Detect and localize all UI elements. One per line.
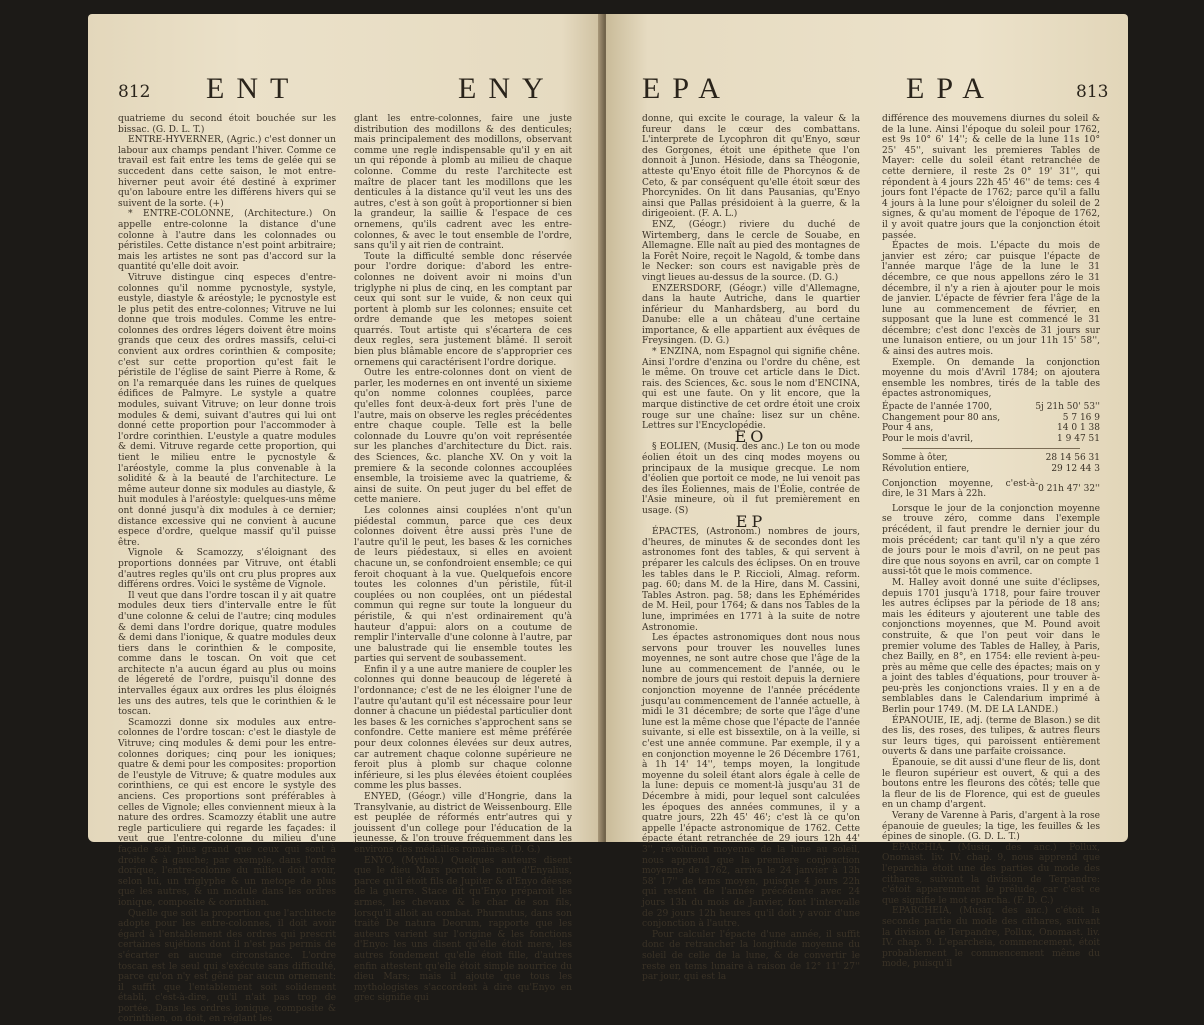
table-label: Pour 4 ans, [882, 423, 934, 434]
table-label: Pour le mois d'avril, [882, 433, 974, 444]
paragraph: Scamozzi donne six modules aux entre-colonnes de l'ordre toscan: c'est le diastyle de Vitruve; cinq modules & demi pour les entre-colonnes doriques; cinq pour les ioniques; quatre & demi pour les composites: proportion de l'eustyle de Vitruve; & quatre modules aux corinthiens, ce qui est encore le systyle des anciens. Ces proportions sont préférables à celles de Vignole; elles conviennent mieux à la nature des ordres. Scamozzy établit une autre regle particuliere qui regarde les façades: il veut que l'entre-colonne du milieu d'une façade soit plus grand que ceux qui sont à droite & à gauche; par exemple, dans l'ordre dorique, l'entre-colonne du milieu doit avoir, selon lui, un triglyphe & un metope de plus que les autres, & un module dans les ordres ionique, composite & corinthien. [118, 717, 336, 908]
paragraph: * ENTRE-COLONNE, (Architecture.) On appelle entre-colonne la distance d'une colonne à l'autre dans les colonnades ou péristiles. Cette distance n'est point arbitraire; mais les artistes ne sont pas d'accord sur la quantité qu'elle doit avoir. [118, 209, 336, 273]
table-row [882, 453, 1100, 464]
paragraph: Toute la difficulté semble donc réservée pour l'ordre dorique: d'abord les entre-colonnes ne doivent avoir ni moins d'un triglyphe ni plus de cinq, en les comptant par ceux qui sont sur le vuide, & non ceux qui portent à plomb sur les colonnes; ensuite cet ordre demande que les metopes soient quarrés. Tout artiste qui s'écartera de ces deux regles, sera justement blâmé. Il seroit bien plus blâmable encore de s'approprier ces ornemens qui caractérisent l'ordre dorique. [354, 251, 572, 368]
paragraph: Les épactes astronomiques dont nous nous servons pour trouver les nouvelles lunes moyennes, ne sont autre chose que l'âge de la lune au commencement de l'année, ou le nombre de jours qui restoit depuis la derniere conjonction moyenne de l'année précédente jusqu'au commencement de l'année actuelle, à midi le 31 décembre; de sorte que l'âge d'une lune est la même chose que l'épacte de l'année suivante, si elle est bissextile, on à la veille, si c'est une année commune. Par exemple, il y a en conjonction moyenne le 26 Décembre 1761, à 1h 14' 14'', temps moyen, la longitude moyenne du soleil étant alors égale à celle de la lune: depuis ce moment-là jusqu'au 31 de Décembre à midi, pour lequel sont calculées les époques des années communes, il y a quatre jours, 22h 45' 46'; c'est là ce qu'on appelle l'épacte astronomique de 1762. Cette épacte étant retranchée de 29 jours 12h 44' 3'', révolution moyenne de la lune au soleil, nous apprend que la premiere conjonction moyenne de 1762, arriva le 24 janvier à 13h 58' 17'' de tems moyen, puisque 4 jours 22h qui restent de l'année précédente avec 24 jours 13h du mois de Janvier, font l'intervalle de 29 jours 12h heures qu'il doit y avoir d'une conjonction à l'autre. [642, 633, 860, 930]
paragraph: * ENZINA, nom Espagnol qui signifie chêne. Ainsi l'ordre d'enzina ou l'ordre du chêne, est le même. On trouve cet article dans le Dict. rais. des Sciences, &c. sous le nom d'ENCINA, qui est une faute. On y lit encore, que la marque distinctive de cet ordre étoit une croix rouge sur une chaîne: lisez sur un chêne. Lettres sur l'Encyclopédie. [642, 347, 860, 432]
table-label: Révolution entiere, [882, 464, 970, 474]
table-label: Conjonction moyenne, c'est-à-dire, le 31 Mars à 22h. [882, 478, 1039, 500]
paragraph: Les colonnes ainsi couplées n'ont qu'un piédestal commun, parce que ces deux colonnes doivent être aussi près l'une de l'autre qu'il le peut, les bases & les corniches de leurs piédestaux, si elles en avoient chacune un, se confondroient ensemble; ce qui feroit choquant à la vue. Quelquefois encore toutes les colonnes d'un péristile, fût-il couplées ou non couplées, ont un piédestal commun qui regne sur toute la longueur du péristile, & qui n'est ordinairement qu'à hauteur d'appui: alors on a coutume de remplir l'intervalle d'une colonne à l'autre, par une balustrade qui lie ensemble toutes les parties qui servent de soubassement. [354, 505, 572, 665]
paragraph: Pour calculer l'épacte d'une année, il suffit donc de retrancher la longitude moyenne du soleil de celle de la lune, & de convertir le reste en tems lunaire à raison de 12° 11' 27'' par jour, qui est la [642, 929, 860, 983]
paragraph: ENYO, (Mythol.) Quelques auteurs disent que le dieu Mars portoit le nom d'Enyalius, parce qu'il étoit fils de Jupiter & d'Enyo déesse de la guerre. Stace dit qu'Enyo préparoit les armes, les chevaux & le char de son fils, lorsqu'il alloit au combat. Phurnutus, dans son traité De natura Deorum, rapporte que les auteurs varient sur l'origine & les fonctions d'Enyo: les uns disent qu'elle étoit mere, les autres fondement qu'elle étoit fille, d'autres enfin attestent qu'elle étoit simple nourrice du dieu Mars; mais il ajoute que tous les mythologistes s'accordent à dire qu'Enyo en grec signifie qui [354, 855, 572, 1004]
table-value: 5 7 16 9 [1062, 412, 1100, 423]
paragraph: quatrieme du second étoit bouchée sur les bissac. (G. D. L. T.) [118, 114, 336, 135]
table-row [882, 402, 1100, 413]
paragraph: § EOLIEN, (Musiq. des anc.) Le ton ou mode éolien étoit un des cinq modes moyens ou principaux de la musique grecque. Le nom d'éolien que portoit ce mode, ne lui venoit pas des îles Éoliennes, mais de l'Éolie, contrée de l'Asie mineure, où il fut premièrement en usage. (S) [642, 442, 860, 516]
table-value: 14 0 1 38 [1057, 423, 1100, 434]
section-heading: EP [735, 511, 767, 531]
sum-table [882, 453, 1100, 474]
table-value: 1 9 47 51 [1057, 433, 1100, 444]
right-running-head-right: EPA [906, 72, 996, 105]
paragraph: Épanouie, se dit aussi d'une fleur de lis, dont le fleuron supérieur est ouvert, & qui a des boutons entre les fleurons des côtés; telle que la fleur de lis de Florence, qui est de gueules en un champ d'argent. [882, 758, 1100, 811]
paragraph: Il veut que dans l'ordre toscan il y ait quatre modules deux tiers d'intervalle entre le fût d'une colonne & celui de l'autre; cinq modules & demi dans l'ordre dorique, quatre modules & demi dans l'ionique, & quatre modules deux tiers dans le corinthien & le composite, comme dans le toscan. On voit que cet architecte n'a aucun égard au plus ou moins de légereté de l'ordre, puisqu'il donne des intervalles égaux aux ordres les plus éloignés les uns des autres, tels que le corinthien & le toscan. [118, 590, 336, 718]
right-page-number: 813 [1076, 82, 1109, 102]
open-book [88, 14, 1128, 1025]
table-row [882, 434, 1100, 445]
paragraph: ENZERSDORF, (Géogr.) ville d'Allemagne, dans la haute Autriche, dans le quartier inférieur du Manhardsberg, au bord du Danube: elle a un château d'une certaine importance, & elle appartient aux évêques de Freysingen. (D. G.) [642, 283, 860, 347]
left-page-header [88, 72, 603, 112]
left-running-head: ENT [206, 72, 301, 105]
paragraph: Quelle que soit la proportion que l'architecte adopte pour les entre-colonnes, il doit avoir égard à l'entablement des ordres qui prescrit certaines sujétions dont il n'est pas permis de s'écarter en aucune circonstance. L'ordre toscan est le seul qui s'exécute sans difficulté, parce qu'on n'y est gêné par aucun ornement: il suffit que l'entablement soit solidement établi, c'est-à-dire, qu'il n'ait pas trop de portée. Dans les ordres ionique, composite & corinthien, on doit, en réglant les [118, 908, 336, 1025]
paragraph: Vignole & Scamozzy, s'éloignant des proportions données par Vitruve, ont établi d'autres regles qu'ils ont cru plus propres aux différens ordres. Voici le systême de Vignole. [118, 548, 336, 591]
table-value: 29 12 44 3 [1051, 464, 1100, 474]
paragraph: Lorsque le jour de la conjonction moyenne se trouve zéro, comme dans l'exemple précédent, il faut prendre le dernier jour du mois précédent; car tant qu'il n'y a que zéro de jours pour le mois d'avril, on ne peut pas dire que nous soyons en avril, car on compte 1 aussi-tôt que le mois commence. [882, 503, 1100, 578]
left-page-number: 812 [118, 82, 151, 102]
table-label: Somme à ôter, [882, 453, 948, 464]
paragraph: ÉPACTES, (Astronom.) nombres de jours, d'heures, de minutes & de secondes dont les astronomes font des tables, & qui servent à préparer les calculs des éclipses. On en trouve les tables dans le P. Riccioli, Almag. reform. pag. 60; dans M. de la Hire, dans M. Cassini, Tables Astron. pag. 58; dans les Ephémérides de M. Heil, pour 1764; & dans nos Tables de la lune, imprimées en 1771 à la suite de notre Astronomie. [642, 527, 860, 633]
table-label: Épacte de l'année 1700, [882, 402, 993, 413]
paragraph: ENTRE-HYVERNER, (Agric.) c'est donner un labour aux champs pendant l'hiver. Comme ce travail est fait entre les tems de gelée qui se succedent dans cette saison, le mot entre-hiverner peut avoir été destiné à exprimer qu'on laboure entre les différens hivers qui se suivent de la sorte. (+) [118, 135, 336, 209]
left-page-column-2 [354, 114, 572, 1004]
table-value: 0 21h 47' 32'' [1038, 483, 1100, 494]
paragraph: Outre les entre-colonnes dont on vient de parler, les modernes en ont inventé un sixieme qu'on nomme colonnes couplées, parce qu'elles font deux-à-deux fort près l'une de l'autre, mais on observe les regles précédentes entre chaque couple. Telle est la belle colonnade du Louvre qu'on voit représentée sur les planches d'architecture du Dict. rais. des Sciences, &c. planche XV. On y voit la premiere & la seconde colonnes accouplées ensemble, la troisieme avec la quatrieme, & ainsi de suite. On peut juger du bel effet de cette maniere. [354, 368, 572, 506]
table-rule [902, 448, 1080, 449]
left-page-column-1 [118, 114, 336, 1025]
epacte-table [882, 402, 1100, 444]
section-heading: EO [734, 426, 768, 446]
left-running-head-right: ENY [458, 72, 556, 105]
right-page-header [606, 72, 1128, 112]
paragraph: Verany de Varenne à Paris, d'argent à la rose épanouie de gueules; la tige, les feuilles & les épines de sinople. (G. D. L. T.) [882, 811, 1100, 843]
paragraph: M. Halley avoit donné une suite d'éclipses, depuis 1701 jusqu'à 1718, pour faire trouver les autres éclipses par la période de 18 ans; mais les éditeurs y ajouterent une table des conjonctions moyennes, que M. Pound avoit construite, & que l'on peut voir dans le premier volume des Tables de Halley, à Paris, chez Bailly, en 8°, en 1754: elle revient à-peu-près au même que celle des épactes; mais on y a joint des tables d'équations, pour trouver à-peu-près les conjonctions vraies. Il y en a de semblables dans le Calendarium imprimé à Berlin pour 1749. (M. DE LA LANDE.) [882, 577, 1100, 716]
paragraph: ENZ, (Géogr.) riviere du duché de Wirtemberg, dans le cercle de Souabe, en Allemagne. Elle naît au pied des montagnes de la Forêt Noire, reçoit le Nagold, & tombe dans le Necker: son cours est navigable près de vingt lieues au-dessus de la source. (D. G.) [642, 219, 860, 283]
paragraph: Épactes de mois. L'épacte du mois de janvier est zéro; car puisque l'épacte de l'année marque l'âge de la lune le 31 décembre, ce que nous appellons zéro le 31 décembre, il n'y a rien à ajouter pour le mois de janvier. L'épacte de février fera l'âge de la lune au commencement de février, en supposant que la lune est commencé le 31 décembre; c'est donc l'excès de 31 jours sur une lunaison entiere, ou un jour 11h 15' 58'', & ainsi des autres mois. [882, 241, 1100, 358]
right-page-column-2 [882, 114, 1100, 970]
paragraph: Exemple. On demande la conjonction moyenne du mois d'Avril 1784; on ajoutera ensemble les nombres, tirés de la table des épactes astronomiques, [882, 357, 1100, 400]
right-column-2-text [882, 114, 1100, 400]
conjunction-table [882, 479, 1100, 500]
table-row [882, 423, 1100, 434]
right-column-2-continuation [882, 504, 1100, 970]
table-value: 28 14 56 31 [1045, 453, 1100, 464]
paragraph: donne, qui excite le courage, la valeur & la fureur dans le cœur des combattans. L'interprete de Lycophron dit qu'Enyo, sœur des Gorgones, étoit une épithete que l'on donnoit à Junon. Hésiode, dans sa Théogonie, atteste qu'Enyo étoit fille de Phorcynos & de Ceto, & par conséquent qu'elle étoit sœur des Phorcynides. On lit dans Pausanias, qu'Enyo ainsi que Pallas présidoient à la guerre, & la dirigeoient. (F. A. L.) [642, 114, 860, 220]
left-page [88, 14, 603, 1025]
paragraph: Vitruve distingue cinq especes d'entre-colonnes qu'il nomme pycnostyle, systyle, eustyle, diastyle & aréostyle; le pycnostyle est le plus petit des entre-colonnes; Vitruve ne lui donne que trois modules. Comme les entre-colonnes des ordres légers doivent être moins grands que ceux des ordres massifs, celui-ci convient aux ordres corinthien & composite; c'est sur cette proportion qu'est fait le péristile de l'église de saint Pierre à Rome, & on l'a remarquée dans les ruines de quelques édifices de Palmyre. Le systyle a quatre modules, suivant Vitruve; on leur donne trois modules & demi, suivant d'autres qui lui ont donné cette proportion pour l'accommoder à l'ordre corinthien. L'eustyle a quatre modules & demi. Vitruve regarde cette proportion, qui tient le milieu entre le pycnostyle & l'aréostyle, comme la plus convenable à la solidité & à la beauté de l'architecture. Le même auteur donne six modules au diastyle, & huit modules à l'aréostyle: quelques-uns même ont donné jusqu'à dix modules à ce dernier; distance excessive qui ne convient à aucune espece d'ordre, quelque massif qu'il puisse être. [118, 272, 336, 548]
table-label: Changement pour 80 ans, [882, 412, 1001, 423]
paragraph: ENYED, (Géogr.) ville d'Hongrie, dans la Transylvanie, au district de Weissenbourg. Elle est peuplée de réformés entr'autres qui y jouissent d'un college pour l'éducation de la jeunesse, & l'on trouve fréquemment dans les environs des médailles romaines. (D. G.) [354, 792, 572, 855]
paragraph: EPARCHIA, (Musiq. des anc.) Pollux, Onomast. liv. IV. chap. 9, nous apprend que l'eparchia étoit une des parties du mode des cithares, suivant la division de Terpandre: c'étoit apparemment le prélude, car c'est ce que signifie le mot eparcha. (F. D. C.) [882, 842, 1100, 906]
paragraph: EPARCHEIA, (Musiq. des anc.) c'étoit la seconde partie du mode des cithares, suivant la division de Terpandre, Pollux, Onomast. liv. IV. chap. 9. L'eparcheia, commencement, étoit probablement le commencement même du mode, puisqu'il [882, 906, 1100, 970]
table-row [882, 479, 1100, 500]
paragraph: ÉPANOUIE, IE, adj. (terme de Blason.) se dit des lis, des roses, des tulipes, & autres fleurs sur leurs tiges, qui paroissent entièrement ouverts & dans une parfaite croissance. [882, 715, 1100, 758]
right-page-column-1 [642, 114, 860, 983]
paragraph: différence des mouvemens diurnes du soleil & de la lune. Ainsi l'époque du soleil pour 1762, est 9s 10° 6' 14''; & celle de la lune 11s 10° 25' 45'', suivant les premieres Tables de Mayer: celle du soleil étant retranchée de cette derniere, il reste 2s 0° 19' 31'', qui répondent à 4 jours 22h 45' 46'' de tems: ces 4 jours font l'épacte de 1762; parce qu'il a fallu 4 jours à la lune pour s'éloigner du soleil de 2 signes, & qu'au moment de l'époque de 1762, il y avoit quatre jours que la conjonction étoit passée. [882, 114, 1100, 241]
table-row [882, 413, 1100, 424]
right-page [606, 14, 1128, 983]
paragraph: Enfin il y a une autre maniere de coupler les colonnes qui donne beaucoup de légereté à l'ordonnance; c'est de ne les éloigner l'une de l'autre qu'autant qu'il est nécessaire pour leur donner à chacune un piédestal particulier dont les bases & les corniches s'approchent sans se confondre. Cette maniere est même préférée pour deux colonnes élevées sur deux autres, car autrement chaque colonne supérieure ne feroit plus à plomb sur chaque colonne inférieure, si les plus élevées étoient couplées comme les plus basses. [354, 664, 572, 792]
table-row [882, 464, 1100, 475]
table-value: 5j 21h 50' 53'' [1035, 402, 1100, 413]
paragraph: glant les entre-colonnes, faire une juste distribution des modillons & des denticules; mais principalement des modillons, observant comme une regle indispensable qu'il y en ait un qui réponde à plomb au milieu de chaque colonne. Comme du reste l'architecte est maître de placer tant les modillons que les denticules à la distance qu'il veut les uns des autres, c'est à son goût à proportionner si bien la grandeur, la saillie & l'espace de ces ornemens, qu'ils cadrent avec les entre-colonnes, & avec le tout ensemble de l'ordre, sans qu'il y ait rien de contraint. [354, 114, 572, 252]
right-running-head: EPA [642, 72, 732, 105]
